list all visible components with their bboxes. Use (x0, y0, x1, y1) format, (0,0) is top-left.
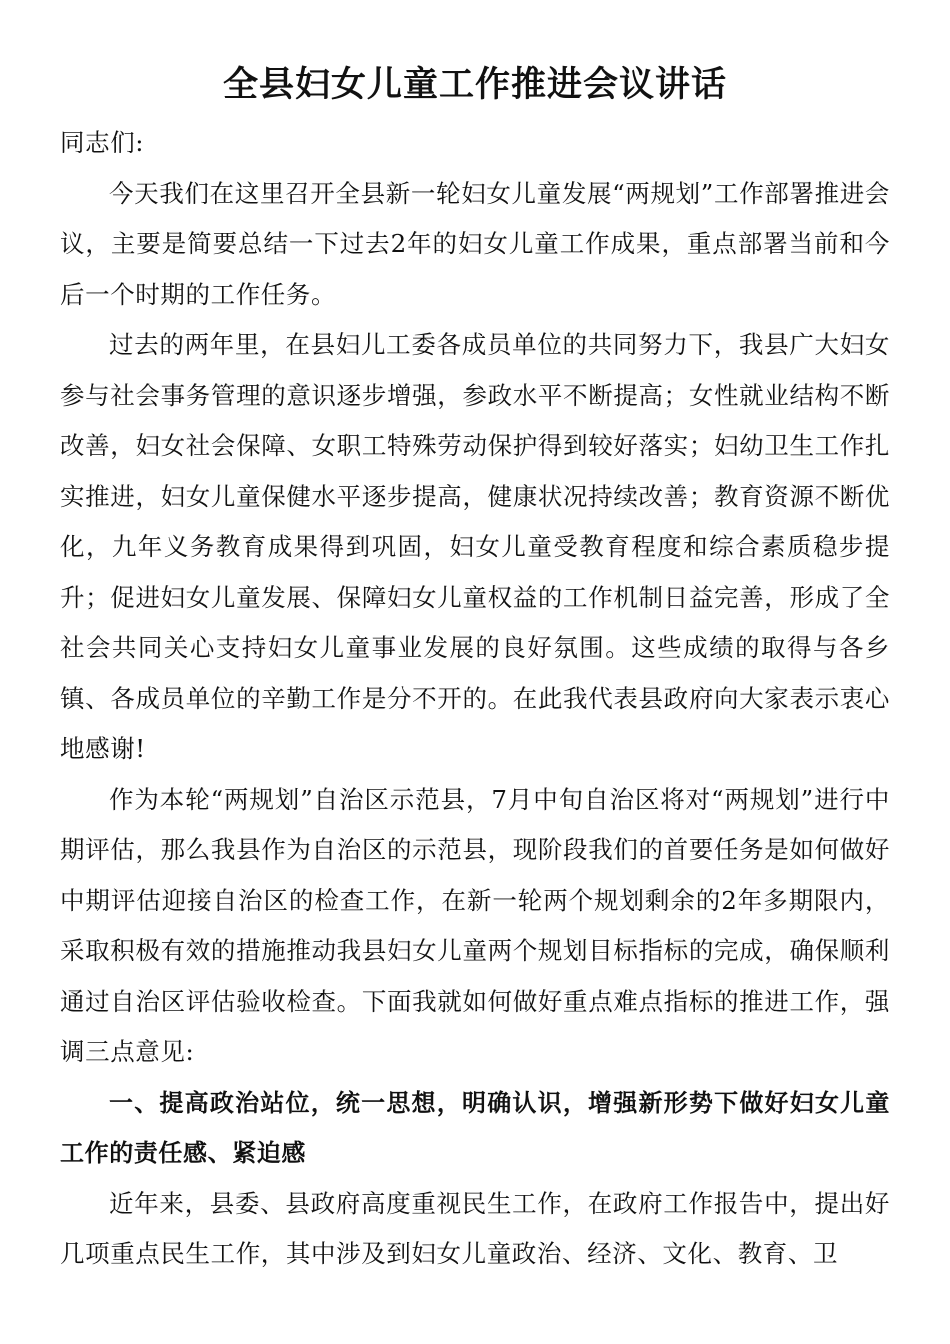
paragraph-opening: 今天我们在这里召开全县新一轮妇女儿童发展“两规划”工作部署推进会议，主要是简要总结一下过去2年的妇女儿童工作成果，重点部署当前和今后一个时期的工作任务。 (60, 178, 890, 309)
paragraph-achievements: 过去的两年里，在县妇儿工委各成员单位的共同努力下，我县广大妇女参与社会事务管理的意识逐步增强，参政水平不断提高；女性就业结构不断改善，妇女社会保障、女职工特殊劳动保护得到较好落实；妇幼卫生工作扎实推进，妇女儿童保健水平逐步提高，健康状况持续改善；教育资源不断优化，九年义务教育成果得到巩固，妇女儿童受教育程度和综合素质稳步提升；促进妇女儿童发展、保障妇女儿童权益的工作机制日益完善，形成了全社会共同关心支持妇女儿童事业发展的良好氛围。这些成绩的取得与各乡镇、各成员单位的辛勤工作是分不开的。在此我代表县政府向大家表示衷心地感谢! (60, 330, 890, 763)
document-body (60, 118, 890, 1280)
document-title: 全县妇女儿童工作推进会议讲话 (222, 64, 727, 105)
salutation: 同志们: (60, 128, 145, 157)
section-heading: 一、提高政治站位，统一思想，明确认识，增强新形势下做好妇女儿童工作的责任感、紧迫感 (60, 1088, 890, 1167)
paragraph-tasks: 作为本轮“两规划”自治区示范县，7月中旬自治区将对“两规划”进行中期评估，那么我县作为自治区的示范县，现阶段我们的首要任务是如何做好中期评估迎接自治区的检查工作，在新一轮两个规划剩余的2年多期限内，采取积极有效的措施推动我县妇女儿童两个规划目标指标的完成，确保顺利通过自治区评估验收检查。下面我就如何做好重点难点指标的推进工作，强调三点意见: (60, 784, 890, 1066)
paragraph-closing: 近年来，县委、县政府高度重视民生工作，在政府工作报告中，提出好几项重点民生工作，其中涉及到妇女儿童政治、经济、文化、教育、卫 (60, 1188, 890, 1268)
